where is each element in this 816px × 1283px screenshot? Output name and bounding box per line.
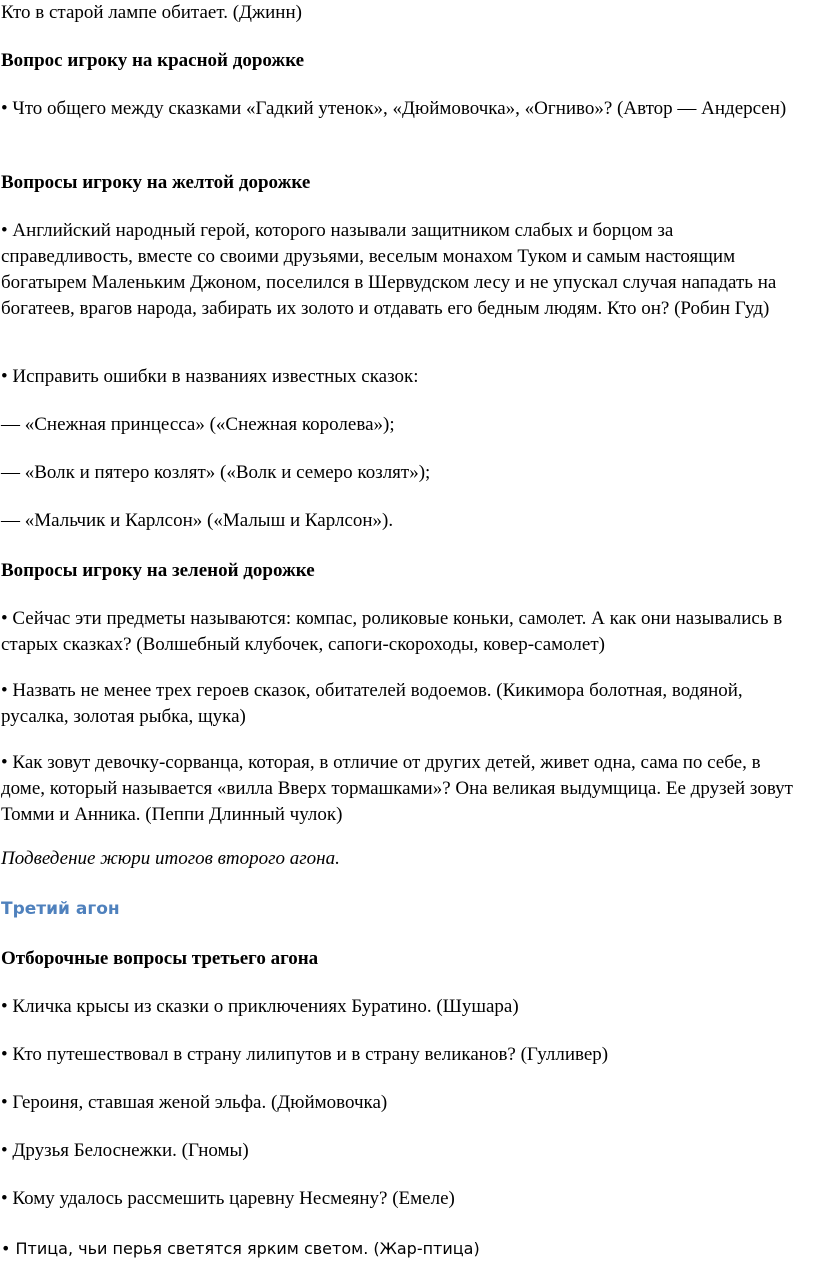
question-emelya: • Кому удалось рассмешить царевну Несмеяну? (Емеле) <box>1 1188 455 1209</box>
question-gulliver: • Кто путешествовал в страну лилипутов и в страну великанов? (Гулливер) <box>1 1044 609 1065</box>
question-andersen: • Что общего между сказками «Гадкий утенок», «Дюймовочка», «Огниво»? (Автор — Андерсен) <box>1 98 787 119</box>
question-water-heroes: • Назвать не менее трех героев сказок, обитателей водоемов. (Кикимора болотная, водяной, русалка, золотая рыбка, щука) <box>1 680 743 727</box>
question-shushara: • Кличка крысы из сказки о приключениях Буратино. (Шушара) <box>1 996 519 1017</box>
question-firebird: • Птица, чьи перья светятся ярким светом. (Жар-птица) <box>1 1239 480 1258</box>
question-thumbelina: • Героиня, ставшая женой эльфа. (Дюймовочка) <box>1 1092 388 1113</box>
heading-red-track: Вопрос игроку на красной дорожке <box>1 50 305 71</box>
jury-summary-note: Подведение жюри итогов второго агона. <box>1 848 340 869</box>
title-fix-carlson: — «Мальчик и Карлсон» («Малыш и Карлсон»). <box>1 510 394 531</box>
heading-third-agon-selection: Отборочные вопросы третьего агона <box>1 948 319 969</box>
question-robin-hood: • Английский народный герой, которого называли защитником слабых и борцом за справедливость, вместе со своими друзьями, веселым монахом Туком и самым настоящим богатырем Маленьким Джоном, поселился в Шервудском лесу и не упускал случая нападать на богатеев, врагов народа, забирать их золото и отдавать его бедным людям. Кто он? (Робин Гуд) <box>1 220 777 319</box>
heading-green-track: Вопросы игроку на зеленой дорожке <box>1 560 315 581</box>
title-fix-wolf-kids: — «Волк и пятеро козлят» («Волк и семеро козлят»); <box>1 462 431 483</box>
paragraph-genie-answer: Кто в старой лампе обитает. (Джинн) <box>1 2 302 23</box>
title-fix-snow-queen: — «Снежная принцесса» («Снежная королева»); <box>1 414 395 435</box>
section-heading-third-agon: Третий агон <box>1 899 120 919</box>
question-pippi: • Как зовут девочку-сорванца, которая, в отличие от других детей, живет одна, сама по себе, в доме, который называется «вилла Вверх тормашками»? Она великая выдумщица. Ее друзей зовут Томми и Анника. (Пеппи Длинный чулок) <box>1 752 793 825</box>
question-dwarfs: • Друзья Белоснежки. (Гномы) <box>1 1140 249 1161</box>
heading-yellow-track: Вопросы игроку на желтой дорожке <box>1 172 311 193</box>
task-fix-titles: • Исправить ошибки в названиях известных сказок: <box>1 366 419 387</box>
question-magic-items: • Сейчас эти предметы называются: компас, роликовые коньки, самолет. А как они назывались в старых сказках? (Волшебный клубочек, сапоги-скороходы, ковер-самолет) <box>1 608 783 655</box>
